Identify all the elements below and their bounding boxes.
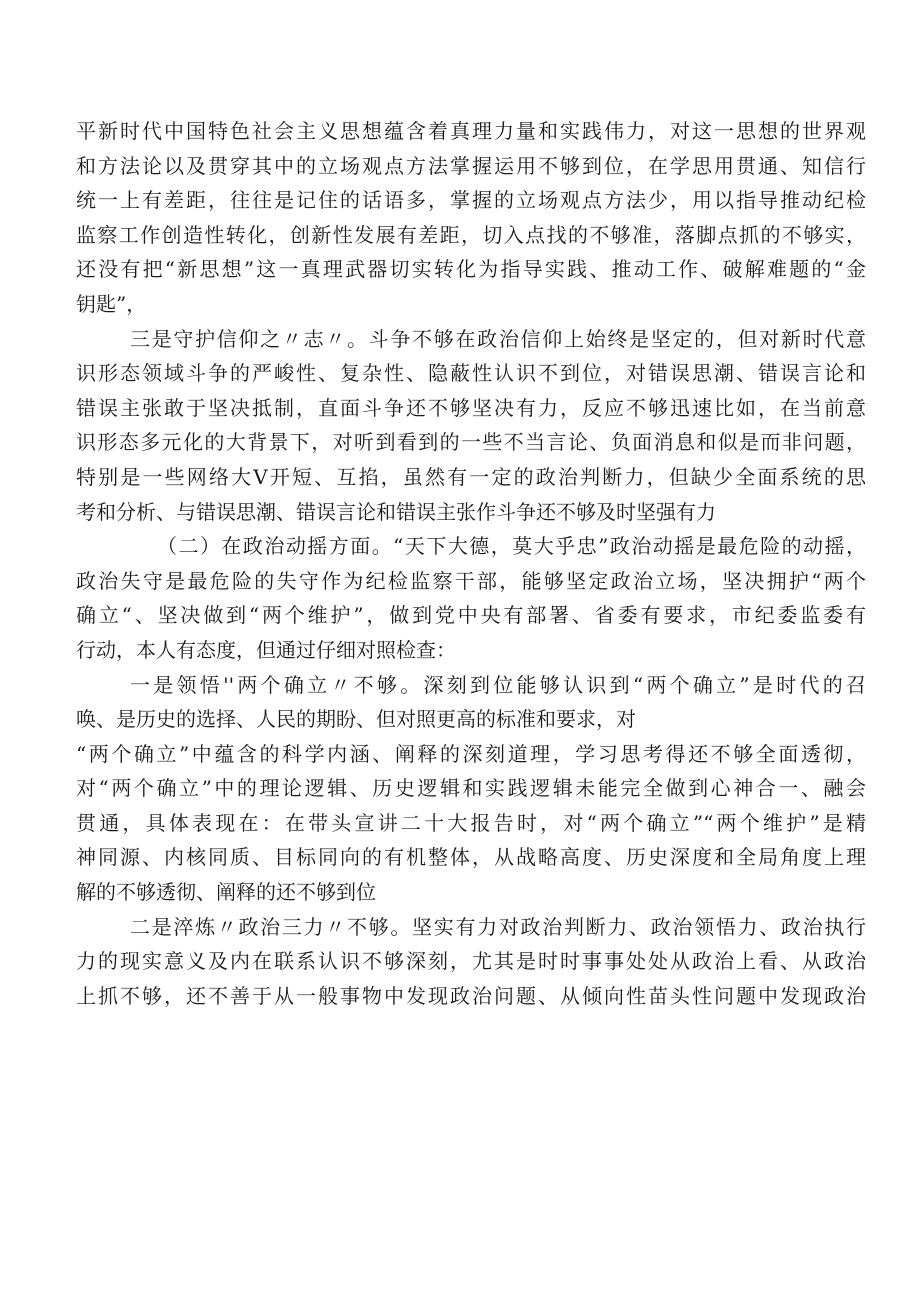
text-line: 确立“、坚决做到“两个维护”，做到党中央有部署、省委有要求，市纪委监委有 <box>76 603 866 628</box>
text-line: 钥匙”， <box>76 291 147 316</box>
text-line: 一是领悟''两个确立〃不够。深刻到位能够认识到“两个确立”是时代的召 <box>130 672 866 697</box>
text-line: 三是守护信仰之〃志〃。斗争不够在政治信仰上始终是坚定的，但对新时代意 <box>130 326 866 351</box>
text-line: 识形态领域斗争的严峻性、复杂性、隐蔽性认识不到位，对错误思潮、错误言论和 <box>76 361 866 386</box>
text-line: 识形态多元化的大背景下，对听到看到的一些不当言论、负面消息和似是而非问题， <box>76 430 866 455</box>
text-line: 特别是一些网络大V开短、互掐，虽然有一定的政治判断力，但缺少全面系统的思 <box>76 464 866 489</box>
text-line: 统一上有差距，往往是记住的话语多，掌握的立场观点方法少，用以指导推动纪检 <box>76 188 866 213</box>
text-line: 贯通，具体表现在：在带头宣讲二十大报告时，对“两个确立”“两个维护”是精 <box>76 810 866 835</box>
text-line: 行动，本人有态度，但通过仔细对照检查： <box>76 637 456 662</box>
text-line: 上抓不够，还不善于从一般事物中发现政治问题、从倾向性苗头性问题中发现政治 <box>76 983 866 1008</box>
document-body <box>76 114 866 1013</box>
text-line: 和方法论以及贯穿其中的立场观点方法掌握运用不够到位，在学思用贯通、知信行 <box>76 153 866 178</box>
text-line: 力的现实意义及内在联系认识不够深刻，尤其是时时事事处处从政治上看、从政治 <box>76 949 866 974</box>
text-line: 对“两个确立”中的理论逻辑、历史逻辑和实践逻辑未能完全做到心神合一、融会 <box>76 776 866 801</box>
text-line: （二）在政治动摇方面。“天下大德，莫大乎忠”政治动摇是最危险的动摇， <box>157 534 866 559</box>
text-line: 还没有把“新思想”这一真理武器切实转化为指导实践、推动工作、破解难题的“金 <box>76 257 866 282</box>
text-line: 唤、是历史的选择、人民的期盼、但对照更高的标准和要求，对 <box>76 707 636 732</box>
text-line: 考和分析、与错误思潮、错误言论和错误主张作斗争还不够及时坚强有力 <box>76 499 716 524</box>
text-line: 监察工作创造性转化，创新性发展有差距，切入点找的不够准，落脚点抓的不够实， <box>76 222 866 247</box>
text-line: 神同源、内核同质、目标同向的有机整体，从战略高度、历史深度和全局角度上理 <box>76 845 866 870</box>
text-line: “两个确立”中蕴含的科学内涵、阐释的深刻道理，学习思考得还不够全面透彻， <box>76 741 866 766</box>
text-line: 解的不够透彻、阐释的还不够到位 <box>76 880 376 905</box>
text-line: 二是淬炼〃政治三力〃不够。坚实有力对政治判断力、政治领悟力、政治执行 <box>130 914 866 939</box>
text-line: 政治失守是最危险的失守作为纪检监察干部，能够坚定政治立场，坚决拥护“两个 <box>76 568 866 593</box>
text-line: 错误主张敢于坚决抵制，直面斗争还不够坚决有力，反应不够迅速比如，在当前意 <box>76 395 866 420</box>
text-line: 平新时代中国特色社会主义思想蕴含着真理力量和实践伟力，对这一思想的世界观 <box>76 119 866 143</box>
